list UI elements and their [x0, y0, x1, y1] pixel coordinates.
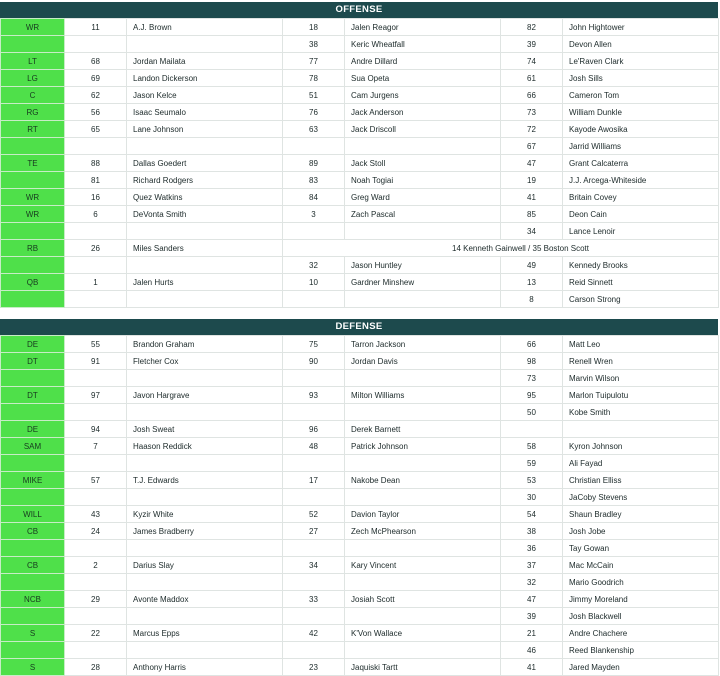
jersey-number-second	[283, 223, 345, 240]
depth-row	[1, 642, 719, 659]
player-name-starter	[127, 404, 283, 421]
jersey-number-starter: 97	[65, 387, 127, 404]
player-name-second: Jason Huntley	[345, 257, 501, 274]
jersey-number-second: 34	[283, 557, 345, 574]
player-name-starter: Dallas Goedert	[127, 155, 283, 172]
jersey-number-third: 47	[501, 591, 563, 608]
jersey-number-second: 17	[283, 472, 345, 489]
jersey-number-starter: 56	[65, 104, 127, 121]
jersey-number-third: 41	[501, 659, 563, 676]
jersey-number-third: 73	[501, 370, 563, 387]
player-name-second	[345, 223, 501, 240]
jersey-number-starter: 26	[65, 240, 127, 257]
position-cell: RB	[1, 240, 65, 257]
player-name-third: Deon Cain	[563, 206, 719, 223]
offense-table	[0, 18, 719, 308]
player-name-second: Sua Opeta	[345, 70, 501, 87]
defense-header: DEFENSE	[0, 319, 718, 335]
player-name-starter: James Bradberry	[127, 523, 283, 540]
jersey-number-second: 38	[283, 36, 345, 53]
jersey-number-third: 73	[501, 104, 563, 121]
position-cell: DT	[1, 353, 65, 370]
player-name-second	[345, 455, 501, 472]
jersey-number-third: 74	[501, 53, 563, 70]
depth-row	[1, 121, 719, 138]
jersey-number-third: 66	[501, 336, 563, 353]
player-name-third: Mario Goodrich	[563, 574, 719, 591]
position-cell: RT	[1, 121, 65, 138]
player-name-second	[345, 291, 501, 308]
depth-row	[1, 138, 719, 155]
jersey-number-third: 41	[501, 189, 563, 206]
player-name-starter: Marcus Epps	[127, 625, 283, 642]
player-name-third: Kayode Awosika	[563, 121, 719, 138]
jersey-number-second: 32	[283, 257, 345, 274]
player-name-starter: Landon Dickerson	[127, 70, 283, 87]
jersey-number-starter: 69	[65, 70, 127, 87]
player-name-third: Lance Lenoir	[563, 223, 719, 240]
jersey-number-third: 38	[501, 523, 563, 540]
player-name-starter: Kyzir White	[127, 506, 283, 523]
player-name-third: Ali Fayad	[563, 455, 719, 472]
depth-row	[1, 421, 719, 438]
player-name-second: Jack Stoll	[345, 155, 501, 172]
player-name-starter: Avonte Maddox	[127, 591, 283, 608]
player-name-starter	[127, 540, 283, 557]
player-name-third	[563, 421, 719, 438]
jersey-number-third: 72	[501, 121, 563, 138]
player-name-third: Josh Blackwell	[563, 608, 719, 625]
player-name-second: Jalen Reagor	[345, 19, 501, 36]
depth-row	[1, 387, 719, 404]
player-name-third: Jimmy Moreland	[563, 591, 719, 608]
player-name-third: Andre Chachere	[563, 625, 719, 642]
player-name-third: William Dunkle	[563, 104, 719, 121]
position-cell: C	[1, 87, 65, 104]
player-name-third: Josh Jobe	[563, 523, 719, 540]
player-name-second: Jack Driscoll	[345, 121, 501, 138]
jersey-number-starter: 62	[65, 87, 127, 104]
depth-row	[1, 36, 719, 53]
jersey-number-starter: 28	[65, 659, 127, 676]
depth-row	[1, 70, 719, 87]
jersey-number-starter	[65, 642, 127, 659]
player-name-starter	[127, 489, 283, 506]
depth-row	[1, 274, 719, 291]
backup-players-combined: 14 Kenneth Gainwell / 35 Boston Scott	[283, 240, 719, 257]
player-name-third: Kyron Johnson	[563, 438, 719, 455]
jersey-number-second: 51	[283, 87, 345, 104]
player-name-third: Mac McCain	[563, 557, 719, 574]
jersey-number-third: 39	[501, 36, 563, 53]
jersey-number-starter	[65, 489, 127, 506]
player-name-second	[345, 642, 501, 659]
player-name-third: Matt Leo	[563, 336, 719, 353]
depth-row	[1, 370, 719, 387]
player-name-second: Zach Pascal	[345, 206, 501, 223]
player-name-third: JaCoby Stevens	[563, 489, 719, 506]
position-cell	[1, 291, 65, 308]
position-cell: SAM	[1, 438, 65, 455]
player-name-second	[345, 404, 501, 421]
player-name-starter: Jordan Mailata	[127, 53, 283, 70]
depth-row	[1, 523, 719, 540]
jersey-number-starter: 88	[65, 155, 127, 172]
jersey-number-starter: 2	[65, 557, 127, 574]
depth-row	[1, 206, 719, 223]
position-cell	[1, 608, 65, 625]
defense-table	[0, 335, 719, 676]
jersey-number-second	[283, 291, 345, 308]
player-name-starter	[127, 257, 283, 274]
jersey-number-second	[283, 642, 345, 659]
jersey-number-starter	[65, 36, 127, 53]
player-name-second: K'Von Wallace	[345, 625, 501, 642]
depth-row	[1, 557, 719, 574]
depth-row	[1, 240, 719, 257]
jersey-number-third: 30	[501, 489, 563, 506]
jersey-number-second	[283, 455, 345, 472]
position-cell	[1, 404, 65, 421]
position-cell: QB	[1, 274, 65, 291]
jersey-number-second: 89	[283, 155, 345, 172]
player-name-starter: Brandon Graham	[127, 336, 283, 353]
jersey-number-starter: 43	[65, 506, 127, 523]
jersey-number-second	[283, 540, 345, 557]
jersey-number-third: 58	[501, 438, 563, 455]
player-name-second: Josiah Scott	[345, 591, 501, 608]
position-cell	[1, 257, 65, 274]
jersey-number-third: 13	[501, 274, 563, 291]
player-name-second	[345, 608, 501, 625]
position-cell: WILL	[1, 506, 65, 523]
jersey-number-starter: 57	[65, 472, 127, 489]
depth-row	[1, 104, 719, 121]
player-name-third: Marlon Tuipulotu	[563, 387, 719, 404]
player-name-second: Milton Williams	[345, 387, 501, 404]
player-name-second: Andre Dillard	[345, 53, 501, 70]
player-name-second: Zech McPhearson	[345, 523, 501, 540]
player-name-starter: Quez Watkins	[127, 189, 283, 206]
jersey-number-third: 34	[501, 223, 563, 240]
jersey-number-third: 21	[501, 625, 563, 642]
jersey-number-starter: 81	[65, 172, 127, 189]
depth-row	[1, 659, 719, 676]
jersey-number-third: 8	[501, 291, 563, 308]
player-name-third: Britain Covey	[563, 189, 719, 206]
jersey-number-third: 36	[501, 540, 563, 557]
jersey-number-starter: 29	[65, 591, 127, 608]
jersey-number-second: 96	[283, 421, 345, 438]
jersey-number-second: 78	[283, 70, 345, 87]
position-cell	[1, 574, 65, 591]
jersey-number-starter	[65, 404, 127, 421]
player-name-starter	[127, 138, 283, 155]
player-name-third: Christian Elliss	[563, 472, 719, 489]
position-cell	[1, 642, 65, 659]
jersey-number-third: 95	[501, 387, 563, 404]
player-name-third: Devon Allen	[563, 36, 719, 53]
depth-row	[1, 19, 719, 36]
jersey-number-starter: 91	[65, 353, 127, 370]
player-name-second: Jack Anderson	[345, 104, 501, 121]
depth-row	[1, 472, 719, 489]
position-cell: LG	[1, 70, 65, 87]
position-cell: LT	[1, 53, 65, 70]
position-cell: S	[1, 659, 65, 676]
depth-row	[1, 172, 719, 189]
depth-row	[1, 438, 719, 455]
player-name-second: Davion Taylor	[345, 506, 501, 523]
depth-row	[1, 540, 719, 557]
jersey-number-starter: 1	[65, 274, 127, 291]
player-name-third: Tay Gowan	[563, 540, 719, 557]
jersey-number-second: 3	[283, 206, 345, 223]
jersey-number-third: 67	[501, 138, 563, 155]
jersey-number-third: 59	[501, 455, 563, 472]
depth-row	[1, 625, 719, 642]
player-name-second: Cam Jurgens	[345, 87, 501, 104]
depth-row	[1, 189, 719, 206]
jersey-number-second: 10	[283, 274, 345, 291]
jersey-number-third: 98	[501, 353, 563, 370]
player-name-second	[345, 540, 501, 557]
player-name-starter: A.J. Brown	[127, 19, 283, 36]
position-cell	[1, 455, 65, 472]
jersey-number-second	[283, 404, 345, 421]
player-name-third: Shaun Bradley	[563, 506, 719, 523]
jersey-number-third: 85	[501, 206, 563, 223]
jersey-number-third: 39	[501, 608, 563, 625]
player-name-starter: Fletcher Cox	[127, 353, 283, 370]
depth-row	[1, 87, 719, 104]
jersey-number-starter	[65, 574, 127, 591]
position-cell: TE	[1, 155, 65, 172]
jersey-number-third: 82	[501, 19, 563, 36]
position-cell: NCB	[1, 591, 65, 608]
player-name-second	[345, 138, 501, 155]
player-name-starter: Jalen Hurts	[127, 274, 283, 291]
jersey-number-second: 75	[283, 336, 345, 353]
player-name-third: Jarrid Williams	[563, 138, 719, 155]
jersey-number-third: 50	[501, 404, 563, 421]
position-cell: S	[1, 625, 65, 642]
player-name-third: Josh Sills	[563, 70, 719, 87]
depth-row	[1, 155, 719, 172]
depth-row	[1, 291, 719, 308]
depth-row	[1, 591, 719, 608]
jersey-number-third: 61	[501, 70, 563, 87]
jersey-number-second: 84	[283, 189, 345, 206]
depth-row	[1, 336, 719, 353]
player-name-second: Jordan Davis	[345, 353, 501, 370]
player-name-third: John Hightower	[563, 19, 719, 36]
position-cell: DE	[1, 336, 65, 353]
player-name-starter	[127, 574, 283, 591]
jersey-number-starter: 6	[65, 206, 127, 223]
jersey-number-starter: 68	[65, 53, 127, 70]
depth-row	[1, 404, 719, 421]
position-cell	[1, 370, 65, 387]
player-name-starter	[127, 291, 283, 308]
jersey-number-second: 18	[283, 19, 345, 36]
jersey-number-third: 19	[501, 172, 563, 189]
jersey-number-starter	[65, 370, 127, 387]
jersey-number-second: 52	[283, 506, 345, 523]
player-name-third: Cameron Tom	[563, 87, 719, 104]
depth-row	[1, 223, 719, 240]
position-cell: WR	[1, 19, 65, 36]
jersey-number-second: 27	[283, 523, 345, 540]
player-name-second	[345, 370, 501, 387]
jersey-number-starter: 16	[65, 189, 127, 206]
jersey-number-starter	[65, 455, 127, 472]
offense-header: OFFENSE	[0, 2, 718, 18]
player-name-starter: Javon Hargrave	[127, 387, 283, 404]
player-name-starter: Richard Rodgers	[127, 172, 283, 189]
jersey-number-starter: 24	[65, 523, 127, 540]
jersey-number-third: 37	[501, 557, 563, 574]
jersey-number-second	[283, 608, 345, 625]
jersey-number-starter: 22	[65, 625, 127, 642]
jersey-number-second	[283, 138, 345, 155]
position-cell: MIKE	[1, 472, 65, 489]
position-cell	[1, 172, 65, 189]
jersey-number-third: 54	[501, 506, 563, 523]
player-name-third: Jared Mayden	[563, 659, 719, 676]
position-cell	[1, 36, 65, 53]
position-cell	[1, 489, 65, 506]
depth-row	[1, 53, 719, 70]
player-name-starter: T.J. Edwards	[127, 472, 283, 489]
player-name-third: Kennedy Brooks	[563, 257, 719, 274]
position-cell: WR	[1, 189, 65, 206]
player-name-third: Reed Blankenship	[563, 642, 719, 659]
player-name-second: Tarron Jackson	[345, 336, 501, 353]
jersey-number-second: 83	[283, 172, 345, 189]
depth-row	[1, 608, 719, 625]
player-name-starter: Anthony Harris	[127, 659, 283, 676]
player-name-starter: Isaac Seumalo	[127, 104, 283, 121]
player-name-second: Greg Ward	[345, 189, 501, 206]
position-cell: CB	[1, 557, 65, 574]
jersey-number-third: 66	[501, 87, 563, 104]
player-name-third: Marvin Wilson	[563, 370, 719, 387]
player-name-second: Nakobe Dean	[345, 472, 501, 489]
jersey-number-third	[501, 421, 563, 438]
player-name-second	[345, 574, 501, 591]
player-name-starter: DeVonta Smith	[127, 206, 283, 223]
player-name-starter	[127, 642, 283, 659]
jersey-number-starter: 7	[65, 438, 127, 455]
player-name-third: Grant Calcaterra	[563, 155, 719, 172]
jersey-number-third: 46	[501, 642, 563, 659]
player-name-starter: Miles Sanders	[127, 240, 283, 257]
position-cell	[1, 540, 65, 557]
jersey-number-starter: 94	[65, 421, 127, 438]
player-name-third: Le'Raven Clark	[563, 53, 719, 70]
jersey-number-starter: 11	[65, 19, 127, 36]
depth-row	[1, 574, 719, 591]
player-name-starter	[127, 223, 283, 240]
jersey-number-starter	[65, 540, 127, 557]
jersey-number-second: 33	[283, 591, 345, 608]
jersey-number-starter	[65, 608, 127, 625]
player-name-starter	[127, 370, 283, 387]
player-name-second: Patrick Johnson	[345, 438, 501, 455]
jersey-number-second	[283, 574, 345, 591]
player-name-starter: Josh Sweat	[127, 421, 283, 438]
player-name-third: Renell Wren	[563, 353, 719, 370]
depth-row	[1, 353, 719, 370]
player-name-starter	[127, 608, 283, 625]
depth-row	[1, 489, 719, 506]
player-name-second: Derek Barnett	[345, 421, 501, 438]
player-name-starter: Haason Reddick	[127, 438, 283, 455]
jersey-number-second: 77	[283, 53, 345, 70]
position-cell: CB	[1, 523, 65, 540]
jersey-number-second: 93	[283, 387, 345, 404]
jersey-number-second	[283, 370, 345, 387]
player-name-third: Carson Strong	[563, 291, 719, 308]
jersey-number-starter	[65, 257, 127, 274]
player-name-starter	[127, 36, 283, 53]
position-cell: DE	[1, 421, 65, 438]
player-name-starter: Darius Slay	[127, 557, 283, 574]
offense-depth-chart	[0, 2, 718, 308]
jersey-number-third: 53	[501, 472, 563, 489]
jersey-number-starter	[65, 138, 127, 155]
jersey-number-second: 90	[283, 353, 345, 370]
depth-row	[1, 506, 719, 523]
jersey-number-third: 49	[501, 257, 563, 274]
jersey-number-starter	[65, 291, 127, 308]
position-cell	[1, 138, 65, 155]
player-name-second: Kary Vincent	[345, 557, 501, 574]
position-cell: RG	[1, 104, 65, 121]
jersey-number-third: 32	[501, 574, 563, 591]
depth-row	[1, 257, 719, 274]
player-name-starter: Lane Johnson	[127, 121, 283, 138]
player-name-second: Noah Togiai	[345, 172, 501, 189]
jersey-number-second: 76	[283, 104, 345, 121]
jersey-number-starter: 55	[65, 336, 127, 353]
jersey-number-second: 42	[283, 625, 345, 642]
position-cell	[1, 223, 65, 240]
jersey-number-starter: 65	[65, 121, 127, 138]
position-cell: DT	[1, 387, 65, 404]
player-name-third: Kobe Smith	[563, 404, 719, 421]
player-name-second: Jaquiski Tartt	[345, 659, 501, 676]
jersey-number-second: 23	[283, 659, 345, 676]
player-name-second	[345, 489, 501, 506]
player-name-starter: Jason Kelce	[127, 87, 283, 104]
jersey-number-third: 47	[501, 155, 563, 172]
player-name-second: Keric Wheatfall	[345, 36, 501, 53]
player-name-third: J.J. Arcega-Whiteside	[563, 172, 719, 189]
jersey-number-second: 48	[283, 438, 345, 455]
defense-depth-chart	[0, 319, 718, 676]
jersey-number-starter	[65, 223, 127, 240]
jersey-number-second	[283, 489, 345, 506]
player-name-second: Gardner Minshew	[345, 274, 501, 291]
player-name-third: Reid Sinnett	[563, 274, 719, 291]
depth-row	[1, 455, 719, 472]
jersey-number-second: 63	[283, 121, 345, 138]
player-name-starter	[127, 455, 283, 472]
position-cell: WR	[1, 206, 65, 223]
